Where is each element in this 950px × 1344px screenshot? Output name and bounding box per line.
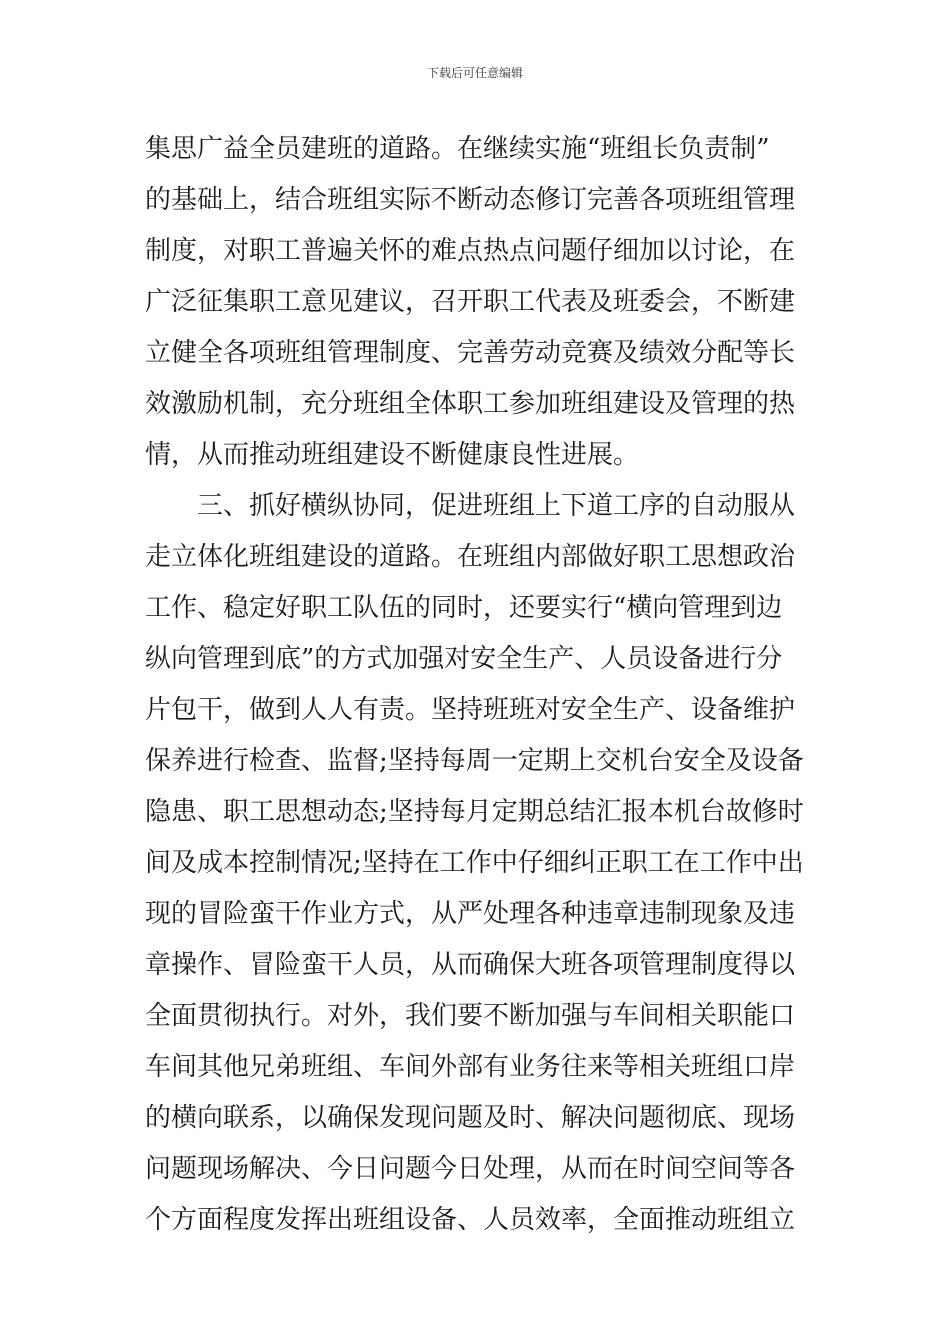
text-line: 全面贯彻执行。对外，我们要不断加强与车间相关职能口	[145, 1001, 796, 1031]
text-line: 走立体化班组建设的道路。在班组内部做好职工思想政治	[145, 542, 796, 572]
text-line: 间及成本控制情况;坚持在工作中仔细纠正职工在工作中出	[145, 848, 804, 878]
text-line: 现的冒险蛮干作业方式，从严处理各种违章违制现象及违	[145, 899, 796, 929]
text-line: 纵向管理到底”的方式加强对安全生产、人员设备进行分	[145, 644, 783, 674]
text-line: 问题现场解决、今日问题今日处理，从而在时间空间等各	[145, 1154, 796, 1184]
text-line: 集思广益全员建班的道路。在继续实施“班组长负责制”	[145, 134, 770, 164]
text-line: 广泛征集职工意见建议，召开职工代表及班委会，不断建	[145, 287, 796, 317]
text-line: 情，从而推动班组建设不断健康良性进展。	[145, 440, 640, 470]
text-line: 章操作、冒险蛮干人员，从而确保大班各项管理制度得以	[145, 950, 796, 980]
text-line: 保养进行检查、监督;坚持每周一定期上交机台安全及设备	[145, 746, 804, 776]
text-line: 的基础上，结合班组实际不断动态修订完善各项班组管理	[145, 185, 796, 215]
text-line: 车间其他兄弟班组、车间外部有业务往来等相关班组口岸	[145, 1052, 796, 1082]
section-heading-line: 三、抓好横纵协同，促进班组上下道工序的自动服从	[197, 491, 796, 521]
text-line: 效激励机制，充分班组全体职工参加班组建设及管理的热	[145, 389, 796, 419]
text-line: 个方面程度发挥出班组设备、人员效率，全面推动班组立	[145, 1205, 796, 1235]
text-line: 隐患、职工思想动态;坚持每月定期总结汇报本机台故修时	[145, 797, 804, 827]
text-line: 工作、稳定好职工队伍的同时，还要实行“横向管理到边	[145, 593, 783, 623]
text-line: 片包干，做到人人有责。坚持班班对安全生产、设备维护	[145, 695, 796, 725]
text-line: 制度，对职工普遍关怀的难点热点问题仔细加以讨论，在	[145, 236, 796, 266]
text-line: 立健全各项班组管理制度、完善劳动竞赛及绩效分配等长	[145, 338, 796, 368]
document-body	[145, 124, 810, 1246]
page-header: 下载后可任意编辑	[426, 66, 523, 80]
text-line: 的横向联系，以确保发现问题及时、解决问题彻底、现场	[145, 1103, 796, 1133]
